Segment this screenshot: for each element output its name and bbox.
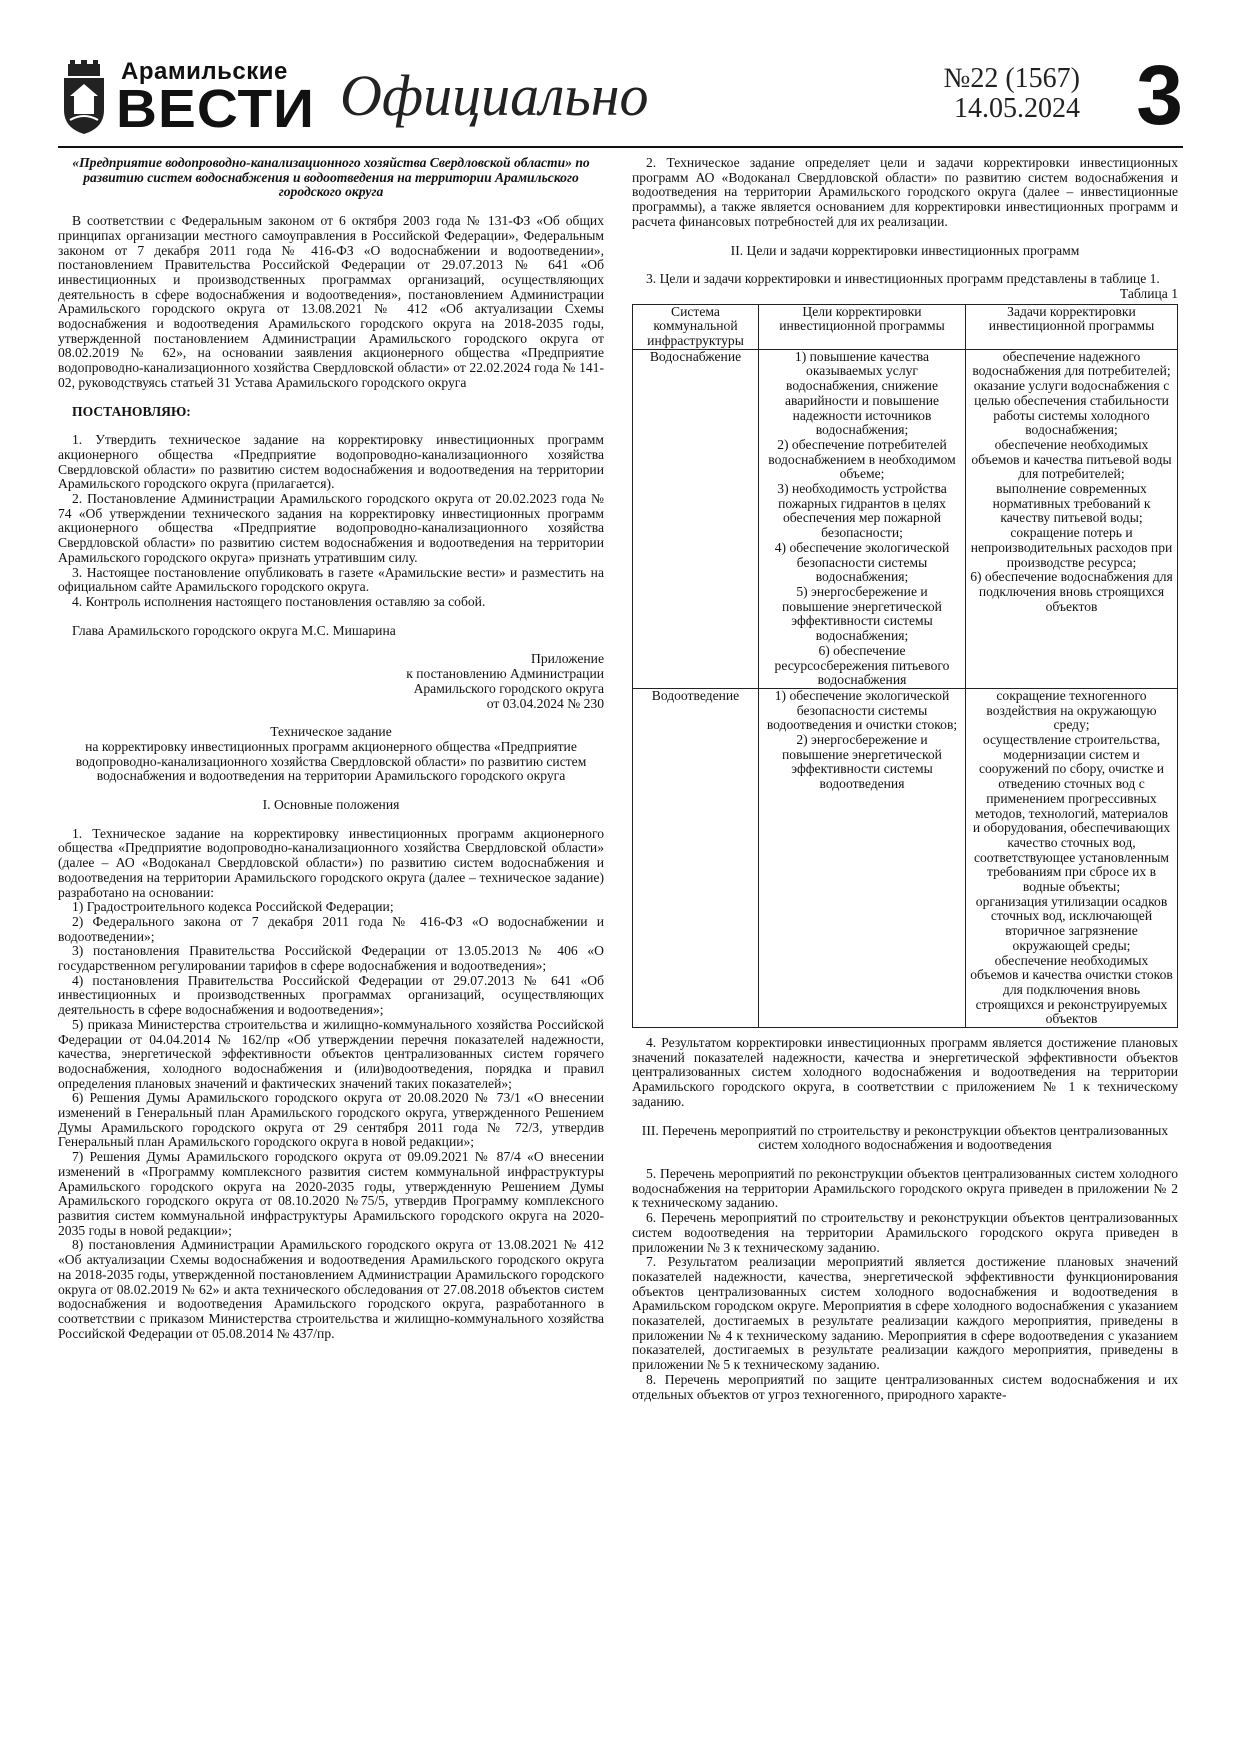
table-caption: Таблица 1	[1119, 285, 1178, 301]
appendix-line: Приложение	[531, 651, 604, 667]
table-row	[633, 349, 1178, 688]
paragraph: 5. Перечень мероприятий по реконструкции объектов централизованных систем холодного водоснабжения на территории Арамильского городского округа приведен в приложении № 2 к техническому заданию.	[632, 1166, 1178, 1211]
appendix-line: Арамильского городского округа	[413, 680, 604, 696]
appendix-line: к постановлению Администрации	[406, 666, 604, 682]
goal-item: 2) энергосбережение и повышение энергетической эффективности системы водоотведения	[782, 732, 942, 792]
signature: Глава Арамильского городского округа М.С. Мишарина	[72, 622, 396, 638]
paragraph: 3. Настоящее постановление опубликовать в газете «Арамильские вести» и разместить на официальном сайте Арамильского городского округа.	[58, 564, 604, 595]
tasks-cell	[966, 349, 1178, 688]
list-item: 2) Федерального закона от 7 декабря 2011 года № 416-ФЗ «О водоснабжении и водоотведении»;	[58, 913, 604, 944]
paragraph: 4. Контроль исполнения настоящего постановления оставляю за собой.	[72, 593, 486, 609]
section-heading: I. Основные положения	[262, 797, 400, 813]
table-header-row	[633, 304, 1178, 349]
task-item: 6) обеспечение водоснабжения для подключения вновь строящихся объектов	[970, 569, 1173, 614]
section-heading: II. Цели и задачи корректировки инвестиционных программ	[730, 242, 1080, 258]
section-heading: III. Перечень мероприятий по строительству и реконструкции объектов централизованных систем холодного водоснабжения и водоотведения	[641, 1122, 1169, 1153]
logo-main-text: ВЕСТИ	[116, 79, 315, 139]
issue-number: №22 (1567)	[943, 63, 1080, 94]
paragraph: 2. Постановление Администрации Арамильского городского округа от 20.02.2023 года № 74 «Об утверждении технического задания на корректировку инвестиционных программ акционерного общества «Предприятие водопроводно-канализационного хозяйства Свердловской области» по развитию систем водоснабжения и водоотведения на территории Арамильского городского округа» признать утратившим силу.	[58, 491, 604, 565]
paragraph: 7. Результатом реализации мероприятий является достижение плановых значений показателей надежности, качества, энергетической эффективности функционирования объектов централизованных систем холодного водоснабжения и водоотведения в Арамильском городском округе. Мероприятия в сфере холодного водоснабжения с указанием показателей, достигаемых в результате реализации каждого мероприятия, приведены в приложении № 4 к техническому заданию. Мероприятия в сфере водоотведения с указанием показателей, достигаемых в результате реализации каждого мероприятия, приведены в приложении № 5 к техническому заданию.	[632, 1254, 1178, 1373]
right-column	[632, 156, 1178, 1402]
newspaper-logo[interactable]	[58, 56, 315, 140]
table-header-cell: Задачи корректировки инвестиционной программы	[966, 304, 1178, 349]
task-item: осуществление строительства, модернизации систем и сооружений по сбору, очистке и отведению сточных вод с применением прогрессивных методов, технологий, материалов и оборудования, обеспечивающих качество сточных вод, соответствующее установленным требованиям при сбросе их в водные объекты;	[972, 732, 1171, 895]
logo-top-text: Арамильские	[121, 58, 288, 85]
task-item: обеспечение необходимых объемов и качества питьевой воды для потребителей;	[971, 436, 1172, 482]
system-cell: Водоснабжение	[633, 349, 759, 688]
task-item: организация утилизации осадков сточных вод, исключающей вторичное загрязнение окружающей среды;	[975, 893, 1168, 953]
goal-item: 1) обеспечение экологической безопасности системы водоотведения и очистки стоков;	[766, 687, 958, 733]
task-item: сокращение потерь и непроизводительных расходов при производстве ресурса;	[970, 525, 1173, 570]
task-item: сокращение техногенного воздействия на окружающую среду;	[986, 687, 1157, 733]
paragraph: 3. Цели и задачи корректировки и инвестиционных программ представлены в таблице 1.	[646, 271, 1160, 287]
paragraph: 2. Техническое задание определяет цели и задачи корректировки инвестиционных программ АО «Водоканал Свердловской области» по развитию систем водоснабжения и водоотведения на территории Арамильского городского округа (далее – инвестиционные программы), а также является основанием для корректировки инвестиционных программ и расчета финансовых потребностей для их реализации.	[632, 155, 1178, 229]
goal-item: 6) обеспечение ресурсосбережения питьевого водоснабжения	[774, 642, 950, 688]
masthead-divider	[58, 146, 1183, 148]
goal-item: 2) обеспечение потребителей водоснабжением в необходимом объеме;	[768, 436, 956, 482]
issue-info	[880, 64, 1080, 124]
goal-item: 5) энергосбережение и повышение энергетической эффективности системы водоснабжения;	[782, 583, 942, 644]
page-number: 3	[1136, 48, 1183, 142]
masthead	[58, 50, 1183, 146]
task-item: обеспечение необходимых объемов и качества очистки стоков для подключения вновь строящихся и реконструируемых объектов	[970, 952, 1173, 1027]
appendix-line: от 03.04.2024 № 230	[486, 695, 604, 711]
paragraph: 4. Результатом корректировки инвестиционных программ является достижение плановых значений показателей надежности, качества и энергетической эффективности объектов централизованных систем холодного водоснабжения и водоотведения на территории Арамильского городского округа, в соответствии с приложением № 1 к техническому заданию.	[632, 1035, 1178, 1109]
tz-title: Техническое задание	[270, 724, 392, 740]
tasks-cell	[966, 688, 1178, 1027]
list-item: 6) Решения Думы Арамильского городского округа от 20.08.2020 № 73/1 «О внесении изменений в Генеральный план Арамильского городского округа, утвержденного Решением Думы Арамильского городского округа от 29 сентября 2011 года № 72/3, утвердив Генеральный план Арамильского городского округа в новой редакции»;	[58, 1090, 604, 1150]
left-column	[58, 156, 604, 1341]
list-item: 3) постановления Правительства Российской Федерации от 13.05.2013 № 406 «О государственном регулировании тарифов в сфере водоснабжения и водоотведения»;	[58, 943, 604, 974]
section-title: Официально	[340, 63, 649, 128]
paragraph: 8. Перечень мероприятий по защите централизованных систем водоснабжения и их отдельных объектов от угроз техногенного, природного характе-	[632, 1371, 1178, 1402]
decree-title: «Предприятие водопроводно-канализационного хозяйства Свердловской области» по развитию систем водоснабжения и водоотведения на территории Арамильского городского округа	[72, 155, 590, 200]
system-cell: Водоотведение	[633, 688, 759, 1027]
goals-cell	[759, 688, 966, 1027]
paragraph: 6. Перечень мероприятий по строительству и реконструкции объектов централизованных систем водоотведения на территории Арамильского городского округа приведен в приложении № 3 к техническому заданию.	[632, 1210, 1178, 1255]
table-header-cell: Цели корректировки инвестиционной программы	[759, 304, 966, 349]
issue-date: 14.05.2024	[954, 93, 1080, 124]
goals-cell	[759, 349, 966, 688]
preamble: В соответствии с Федеральным законом от 6 октября 2003 года № 131-ФЗ «Об общих принципах организации местного самоуправления в Российской Федерации», Федеральным законом от 7 декабря 2011 года № 416-ФЗ «О водоснабжении и водоотведении», постановлением Правительства Российской Федерации от 29.07.2013 № 641 «Об инвестиционных и производственных программах организаций, осуществляющих деятельность в сфере водоснабжения и водоотведения», постановлением Администрации Арамильского городского округа от 13.08.2021 № 412 «Об актуализации Схемы водоснабжения и водоотведения Арамильского городского округа на 2018-2035 годы, утвержденной постановлением Администрации Арамильского городского округа от 08.02.2019 № 62», на основании заявления акционерного общества «Предприятие водопроводно-канализационного хозяйства Свердловской области» от 22.02.2024 года № 141-02, руководствуясь статьей 31 Устава Арамильского городского округа	[58, 213, 604, 390]
goals-table	[632, 304, 1178, 1028]
list-item: 7) Решения Думы Арамильского городского округа от 09.09.2021 № 87/4 «О внесении изменений в «Программу комплексного развития систем коммунальной инфраструктуры Арамильского городского округа на 2020-2035 годы, утвержденную Решением Думы Арамильского городского округа от 08.10.2020 №75/5, утвердив Программу комплексного развития систем коммунальной инфраструктуры Арамильского городского округа на 2020-2035 годы в новой редакции»;	[58, 1149, 604, 1238]
list-item: 4) постановления Правительства Российской Федерации от 29.07.2013 № 641 «Об инвестиционных и производственных программах организаций, осуществляющих деятельность в сфере водоснабжения и водоотведения»;	[58, 972, 604, 1018]
goal-item: 3) необходимость устройства пожарных гидрантов в целях обеспечения мер пожарной безопасности;	[777, 481, 947, 541]
task-item: обеспечение надежного водоснабжения для потребителей;	[972, 348, 1171, 379]
paragraph: 1. Техническое задание на корректировку инвестиционных программ акционерного общества «Предприятие водопроводно-канализационного хозяйства Свердловской области» (далее – АО «Водоканал Свердловской области») по развитию систем водоснабжения и водоотведения на территории Арамильского городского округа (далее – техническое задание) разработано на основании:	[58, 825, 604, 900]
goal-item: 1) повышение качества оказываемых услуг водоснабжения, снижение аварийности и повышение надежности источников водоснабжения;	[784, 348, 940, 438]
table-row	[633, 688, 1178, 1027]
city-crest-icon	[60, 60, 108, 136]
goal-item: 4) обеспечение экологической безопасности системы водоснабжения;	[774, 539, 950, 585]
list-item: 5) приказа Министерства строительства и жилищно-коммунального хозяйства Российской Федерации от 04.04.2014 № 162/пр «Об утверждении перечня показателей надежности, качества, энергетической эффективности объектов централизованных систем горячего водоснабжения, холодного водоснабжения и (или)водоотведения, порядка и правил определения плановых значений и фактических значений таких показателей»;	[58, 1016, 604, 1091]
tz-subtitle: на корректировку инвестиционных программ акционерного общества «Предприятие водопроводно-канализационного хозяйства Свердловской области» по развитию систем водоснабжения и водоотведения на территории Арамильского городского округа	[75, 738, 587, 784]
table-header-cell: Система коммунальной инфраструктуры	[633, 304, 759, 349]
decree-word: ПОСТАНОВЛЯЮ:	[72, 403, 191, 419]
list-item: 8) постановления Администрации Арамильского городского округа от 13.08.2021 № 412 «Об актуализации Схемы водоснабжения и водоотведения Арамильского городского округа на 2018-2035 годы, утвержденной постановлением Администрации Арамильского городского округа от 08.02.2019 № 62» и акта технического обследования от 27.08.2018 объектов систем водоснабжения и водоотведения Арамильского городского округа, разработанного в соответствии с приказом Министерства строительства и жилищно-коммунального хозяйства Российской Федерации от 05.08.2014 № 437/пр.	[58, 1237, 604, 1341]
task-item: оказание услуги водоснабжения с целью обеспечения стабильности работы системы холодного водоснабжения;	[973, 378, 1170, 438]
paragraph: 1. Утвердить техническое задание на корректировку инвестиционных программ акционерного общества «Предприятие водопроводно-канализационного хозяйства Свердловской области» по развитию систем водоснабжения и водоотведения на территории Арамильского городского округа (прилагается).	[58, 432, 604, 492]
task-item: выполнение современных нормативных требований к качеству питьевой воды;	[992, 481, 1151, 526]
list-item: 1) Градостроительного кодекса Российской Федерации;	[72, 899, 394, 915]
